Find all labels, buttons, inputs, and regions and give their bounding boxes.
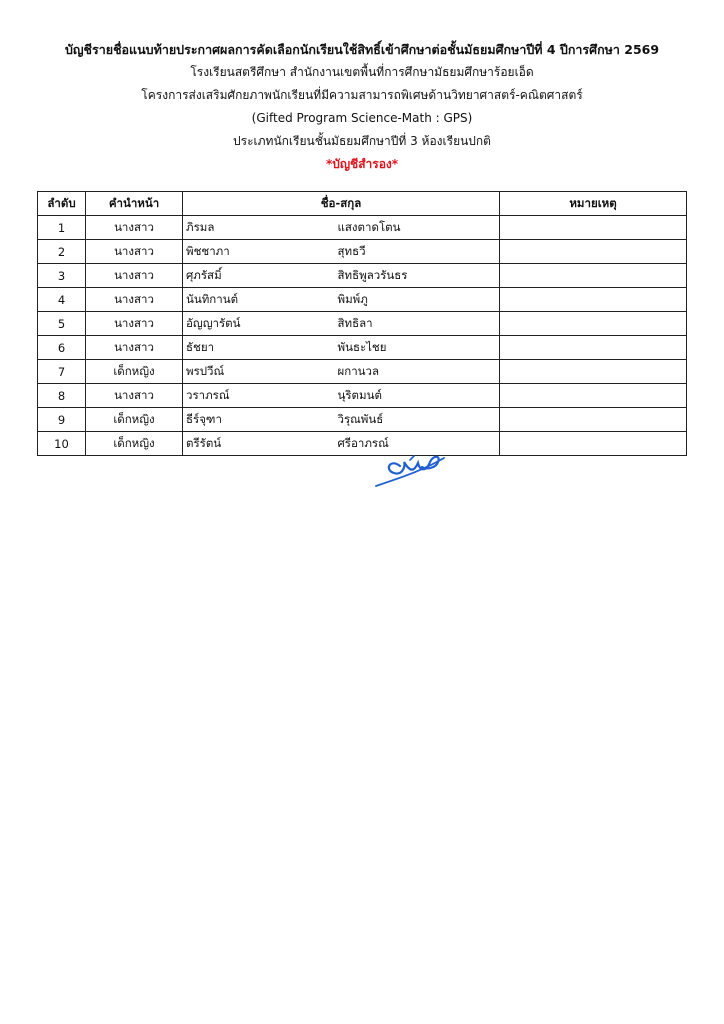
reserve-list-label: *บัญชีสำรอง*	[325, 157, 399, 171]
row-first-name: ภิรมล	[183, 216, 335, 240]
row-number: 4	[38, 288, 86, 312]
row-last-name: สุทธวี	[335, 240, 500, 264]
program-english-name: (Gifted Program Science-Math : GPS)	[251, 111, 473, 125]
row-note	[500, 336, 687, 360]
table-row	[38, 336, 687, 360]
row-last-name: พิมพ์ภู	[335, 288, 500, 312]
row-number: 6	[38, 336, 86, 360]
row-number: 9	[38, 408, 86, 432]
reserve-list-table	[37, 191, 687, 456]
program-name: โครงการส่งเสริมศักยภาพนักเรียนที่มีความสามารถพิเศษด้านวิทยาศาสตร์-คณิตศาสตร์	[141, 88, 583, 102]
table-row	[38, 264, 687, 288]
table-row	[38, 216, 687, 240]
row-note	[500, 408, 687, 432]
table-row	[38, 360, 687, 384]
row-prefix: นางสาว	[86, 216, 183, 240]
row-last-name: ศรีอาภรณ์	[335, 432, 500, 456]
row-number: 1	[38, 216, 86, 240]
row-number: 3	[38, 264, 86, 288]
table-row	[38, 432, 687, 456]
row-last-name: นุริตมนต์	[335, 384, 500, 408]
row-first-name: นันทิกานต์	[183, 288, 335, 312]
school-name: โรงเรียนสตรีศึกษา สำนักงานเขตพื้นที่การศึกษามัธยมศึกษาร้อยเอ็ด	[190, 65, 534, 79]
row-number: 5	[38, 312, 86, 336]
table-row	[38, 408, 687, 432]
row-note	[500, 432, 687, 456]
row-note	[500, 264, 687, 288]
row-last-name: พันธะไชย	[335, 336, 500, 360]
row-note	[500, 240, 687, 264]
document-title: บัญชีรายชื่อแนบท้ายประกาศผลการคัดเลือกนักเรียนใช้สิทธิ์เข้าศึกษาต่อชั้นมัธยมศึกษาปีที่ 4 ปีการศึกษา 2569	[64, 42, 660, 57]
row-prefix: นางสาว	[86, 288, 183, 312]
row-prefix: นางสาว	[86, 240, 183, 264]
row-prefix: เด็กหญิง	[86, 360, 183, 384]
row-last-name: ผกานวล	[335, 360, 500, 384]
row-first-name: ตรีรัตน์	[183, 432, 335, 456]
row-note	[500, 288, 687, 312]
column-header-prefix: คำนำหน้า	[86, 192, 183, 216]
row-prefix: เด็กหญิง	[86, 432, 183, 456]
row-last-name: สิทธิพูลวรันธร	[335, 264, 500, 288]
row-number: 10	[38, 432, 86, 456]
row-last-name: สิทธิลา	[335, 312, 500, 336]
row-number: 2	[38, 240, 86, 264]
row-prefix: นางสาว	[86, 336, 183, 360]
row-last-name: แสงตาดโตน	[335, 216, 500, 240]
row-first-name: วราภรณ์	[183, 384, 335, 408]
signature-mark	[370, 446, 450, 490]
row-first-name: ธัชยา	[183, 336, 335, 360]
table-row	[38, 240, 687, 264]
row-first-name: ศุภรัสมิ์	[183, 264, 335, 288]
row-first-name: ธีร์จุฑา	[183, 408, 335, 432]
table-header-row	[38, 192, 687, 216]
row-note	[500, 384, 687, 408]
column-header-number: ลำดับ	[38, 192, 86, 216]
row-first-name: อัญญารัตน์	[183, 312, 335, 336]
row-prefix: นางสาว	[86, 264, 183, 288]
row-prefix: นางสาว	[86, 312, 183, 336]
row-first-name: พิชชาภา	[183, 240, 335, 264]
row-first-name: พรปวีณ์	[183, 360, 335, 384]
row-number: 8	[38, 384, 86, 408]
row-note	[500, 312, 687, 336]
document-header	[0, 38, 724, 176]
row-note	[500, 216, 687, 240]
table-row	[38, 288, 687, 312]
column-header-note: หมายเหตุ	[500, 192, 687, 216]
row-note	[500, 360, 687, 384]
row-prefix: เด็กหญิง	[86, 408, 183, 432]
row-prefix: นางสาว	[86, 384, 183, 408]
row-number: 7	[38, 360, 86, 384]
student-category: ประเภทนักเรียนชั้นมัธยมศึกษาปีที่ 3 ห้องเรียนปกติ	[233, 134, 491, 148]
row-last-name: วิรุณพันธ์	[335, 408, 500, 432]
column-header-name: ชื่อ-สกุล	[183, 192, 500, 216]
table-row	[38, 312, 687, 336]
table-row	[38, 384, 687, 408]
